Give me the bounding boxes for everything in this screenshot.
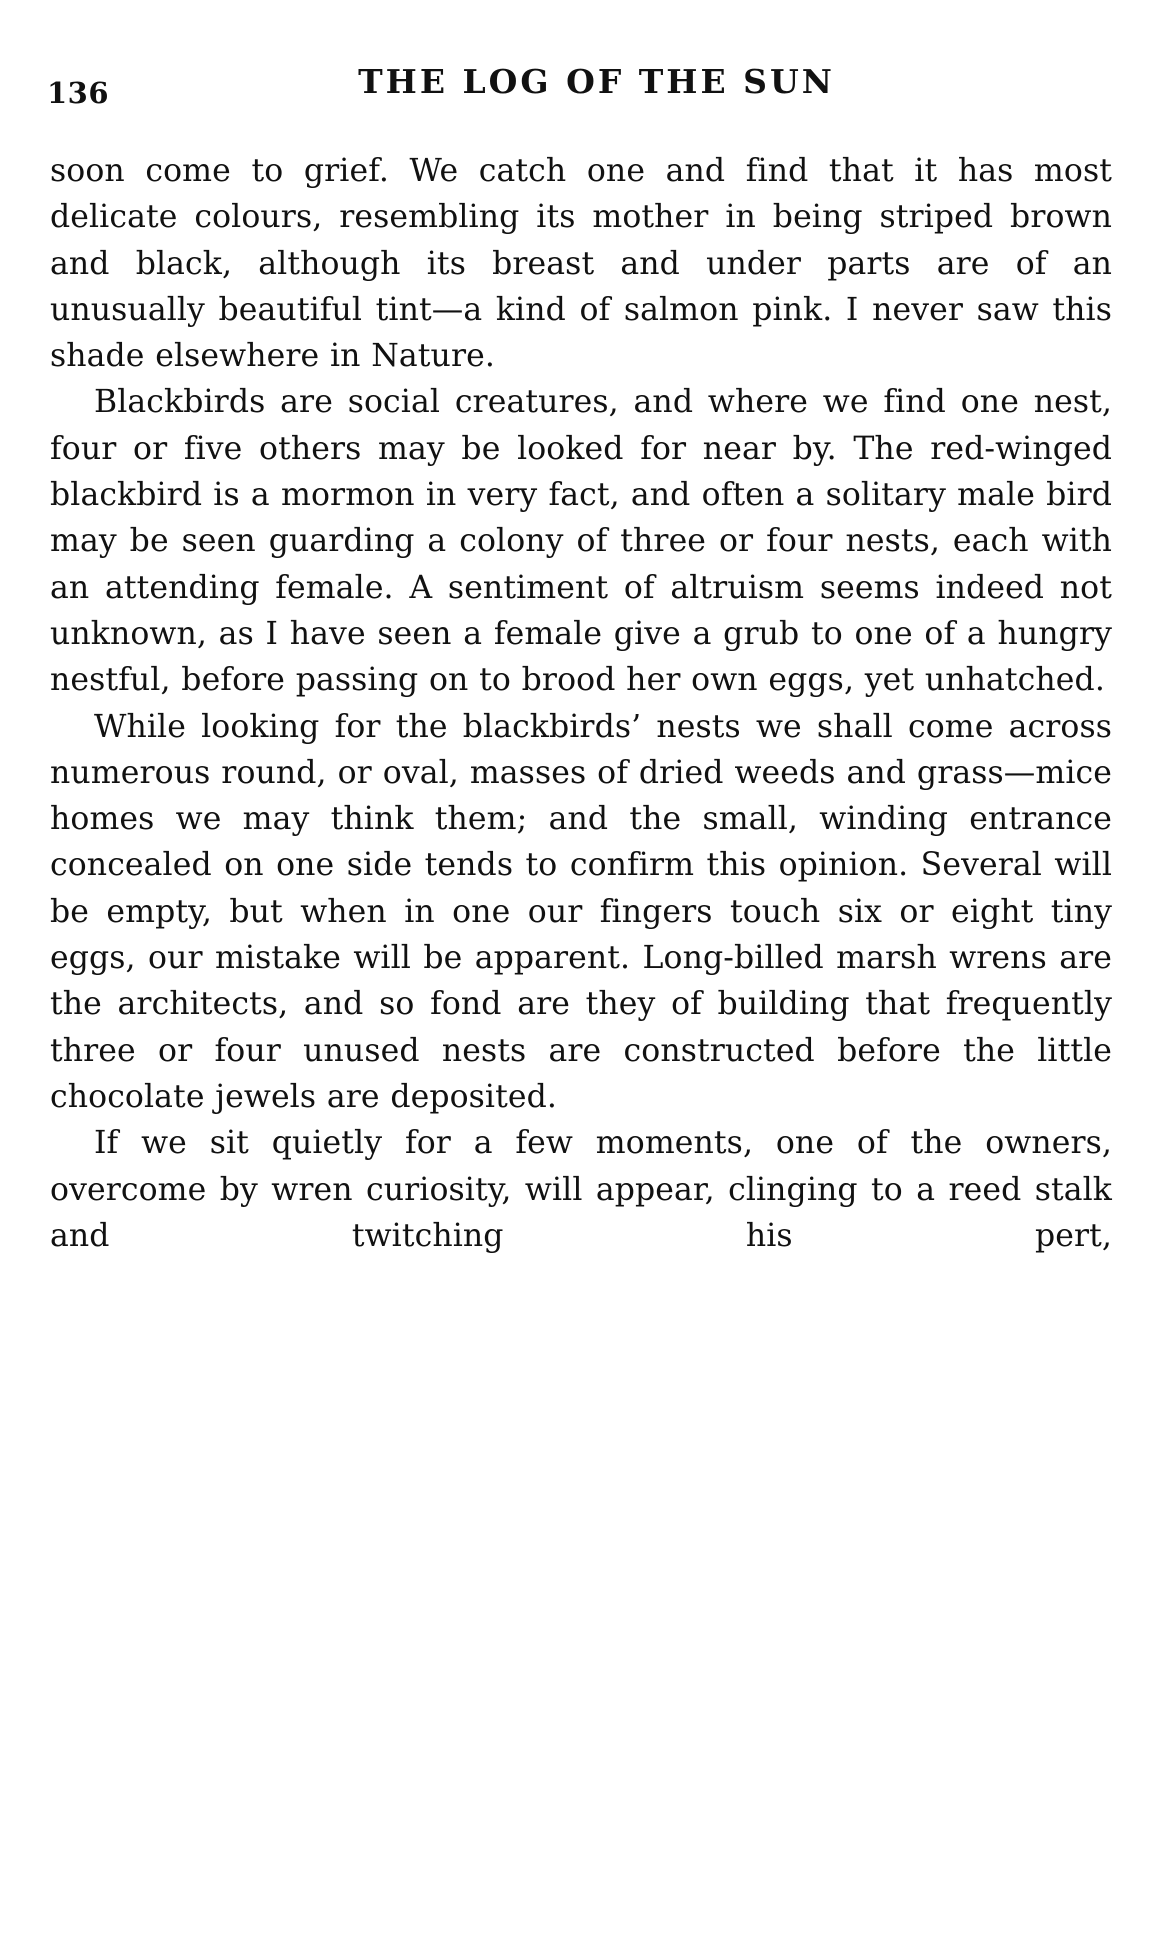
- page-header: [0, 62, 1163, 114]
- paragraph: If we sit quietly for a few moments, one of the owners, overcome by wren curiosity, will appear, clinging to a reed stalk and twitching his pert,: [50, 1125, 1112, 1254]
- paragraph: soon come to grief. We catch one and find that it has most delicate colours, resembling its mother in being striped brown and black, although its breast and under parts are of an unusually beautiful tint—a kind of salmon pink. I never saw this shade elsewhere in Nature.: [50, 153, 1112, 375]
- paragraph: Blackbirds are social creatures, and where we find one nest, four or five others may be looked for near by. The red-winged blackbird is a mormon in very fact, and often a solitary male bird may be seen guarding a colony of three or four nests, each with an attending female. A sentiment of altruism seems indeed not unknown, as I have seen a female give a grub to one of a hungry nestful, before passing on to brood her own eggs, yet unhatched.: [50, 384, 1112, 699]
- page-body: [50, 148, 1112, 1305]
- page-number: 136: [47, 76, 110, 110]
- paragraph: While looking for the blackbirds’ nests we shall come across numerous round, or oval, masses of dried weeds and grass—mice homes we may think them; and the small, winding entrance concealed on one side tends to confirm this opinion. Several will be empty, but when in one our fingers touch six or eight tiny eggs, our mistake will be apparent. Long-billed marsh wrens are the architects, and so fond are they of building that frequently three or four unused nests are constructed before the little chocolate jewels are deposited.: [50, 708, 1112, 1115]
- running-head: THE LOG OF THE SUN: [358, 62, 835, 101]
